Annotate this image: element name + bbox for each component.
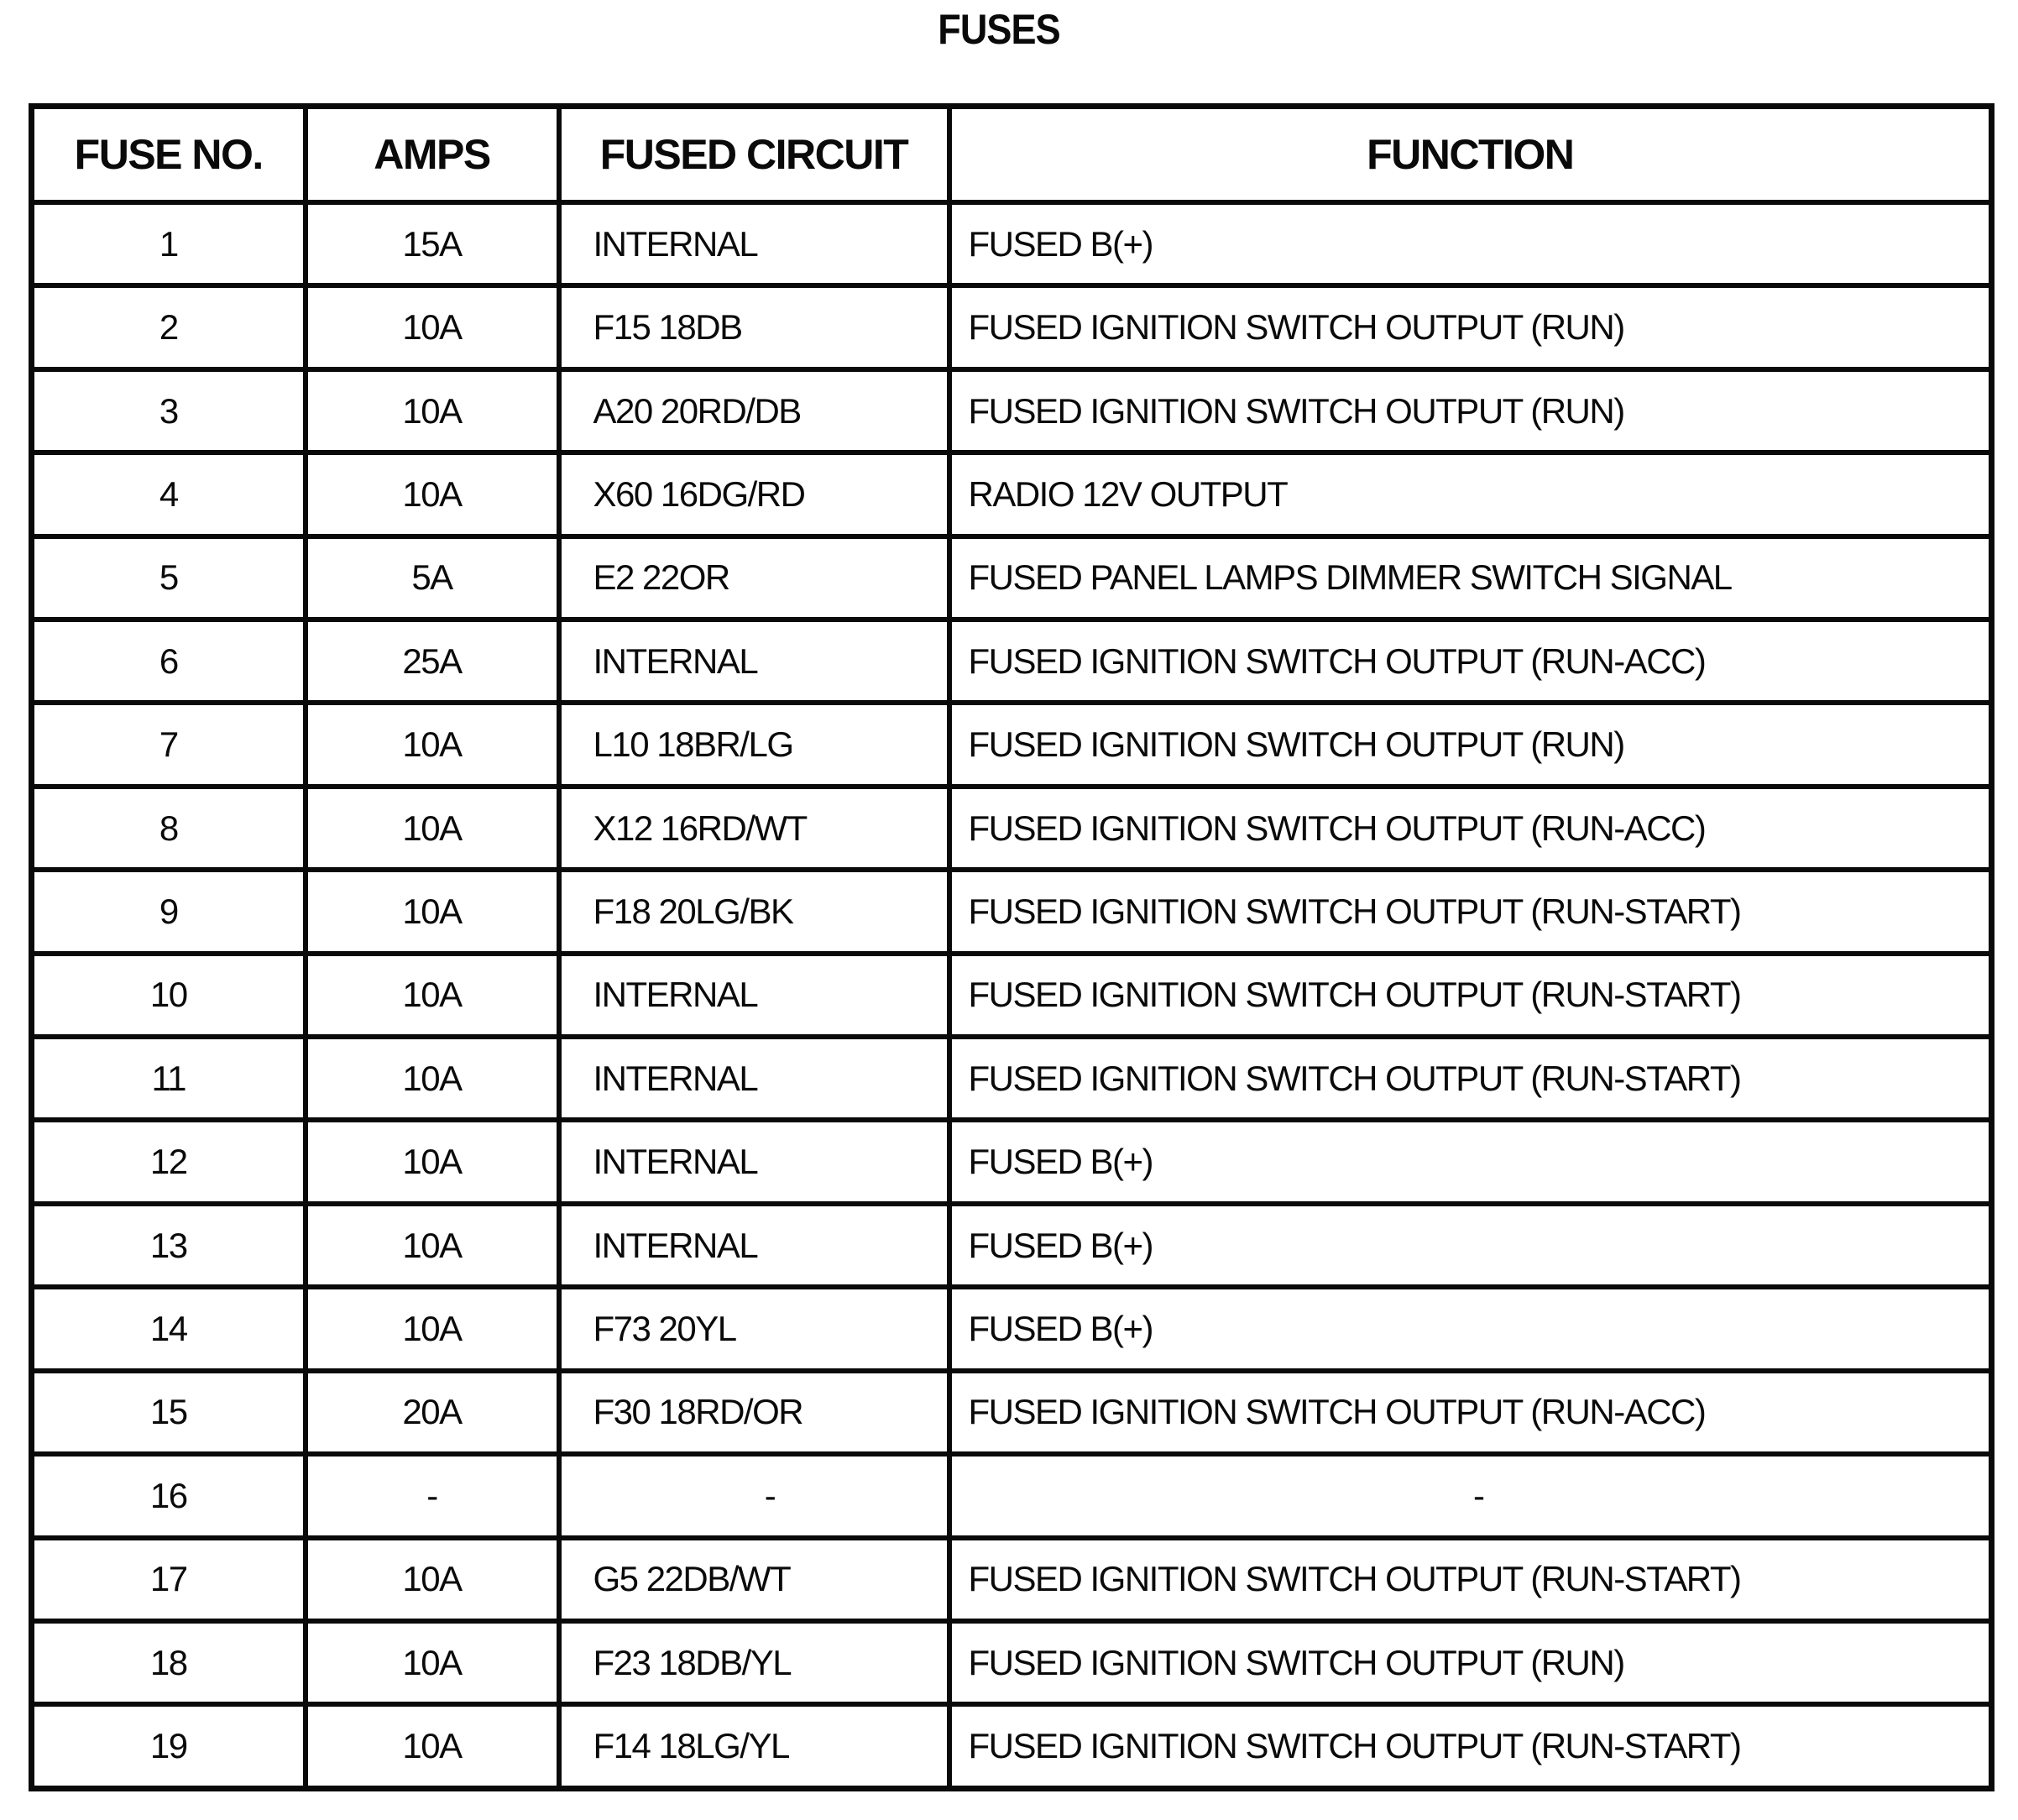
fuse-number-cell: 3 — [32, 369, 306, 452]
amps-cell: 10A — [306, 452, 559, 536]
amps-cell: 10A — [306, 1120, 559, 1203]
table-row — [32, 787, 1992, 870]
table-row — [32, 1120, 1992, 1203]
table-row — [32, 620, 1992, 703]
fused-circuit-cell: X12 16RD/WT — [559, 787, 949, 870]
function-cell: FUSED IGNITION SWITCH OUTPUT (RUN) — [949, 703, 1992, 786]
fuse-number-cell: 12 — [32, 1120, 306, 1203]
amps-cell: 10A — [306, 285, 559, 369]
amps-cell: 10A — [306, 1287, 559, 1370]
table-row — [32, 1621, 1992, 1704]
table-header-row — [32, 107, 1992, 203]
amps-cell: - — [306, 1454, 559, 1537]
fuse-number-cell: 17 — [32, 1538, 306, 1621]
function-cell: FUSED PANEL LAMPS DIMMER SWITCH SIGNAL — [949, 536, 1992, 620]
table-row — [32, 1204, 1992, 1287]
header-fused-circuit: FUSED CIRCUIT — [559, 107, 949, 203]
fused-circuit-cell: E2 22OR — [559, 536, 949, 620]
amps-cell: 10A — [306, 1621, 559, 1704]
fuse-number-cell: 19 — [32, 1704, 306, 1788]
fused-circuit-cell: - — [559, 1454, 949, 1537]
amps-cell: 10A — [306, 1037, 559, 1120]
fuse-number-cell: 10 — [32, 954, 306, 1037]
table-row — [32, 452, 1992, 536]
amps-cell: 15A — [306, 202, 559, 285]
fused-circuit-cell: G5 22DB/WT — [559, 1538, 949, 1621]
fused-circuit-cell: INTERNAL — [559, 1037, 949, 1120]
function-cell: FUSED IGNITION SWITCH OUTPUT (RUN) — [949, 1621, 1992, 1704]
fuse-number-cell: 11 — [32, 1037, 306, 1120]
fuse-number-cell: 14 — [32, 1287, 306, 1370]
fuse-number-cell: 4 — [32, 452, 306, 536]
function-cell: FUSED B(+) — [949, 1287, 1992, 1370]
fused-circuit-cell: INTERNAL — [559, 1204, 949, 1287]
table-body — [32, 202, 1992, 1789]
fuse-number-cell: 13 — [32, 1204, 306, 1287]
table-row — [32, 870, 1992, 953]
fused-circuit-cell: F30 18RD/OR — [559, 1371, 949, 1454]
fused-circuit-cell: INTERNAL — [559, 1120, 949, 1203]
function-cell: RADIO 12V OUTPUT — [949, 452, 1992, 536]
table-row — [32, 703, 1992, 786]
table-row — [32, 954, 1992, 1037]
amps-cell: 10A — [306, 1538, 559, 1621]
fuse-number-cell: 2 — [32, 285, 306, 369]
fused-circuit-cell: F23 18DB/YL — [559, 1621, 949, 1704]
fused-circuit-cell: F15 18DB — [559, 285, 949, 369]
header-function: FUNCTION — [949, 107, 1992, 203]
table-row — [32, 1371, 1992, 1454]
fuse-number-cell: 8 — [32, 787, 306, 870]
function-cell: FUSED IGNITION SWITCH OUTPUT (RUN) — [949, 369, 1992, 452]
page-title: FUSES — [938, 6, 1060, 53]
function-cell: FUSED B(+) — [949, 202, 1992, 285]
amps-cell: 20A — [306, 1371, 559, 1454]
amps-cell: 10A — [306, 787, 559, 870]
fuse-number-cell: 9 — [32, 870, 306, 953]
table-row — [32, 1287, 1992, 1370]
fused-circuit-cell: A20 20RD/DB — [559, 369, 949, 452]
table-row — [32, 1704, 1992, 1788]
fuse-number-cell: 7 — [32, 703, 306, 786]
fused-circuit-cell: X60 16DG/RD — [559, 452, 949, 536]
fuse-number-cell: 5 — [32, 536, 306, 620]
fuse-number-cell: 18 — [32, 1621, 306, 1704]
table-row — [32, 202, 1992, 285]
fused-circuit-cell: F14 18LG/YL — [559, 1704, 949, 1788]
function-cell: FUSED IGNITION SWITCH OUTPUT (RUN-ACC) — [949, 787, 1992, 870]
table-row — [32, 285, 1992, 369]
fused-circuit-cell: INTERNAL — [559, 954, 949, 1037]
amps-cell: 5A — [306, 536, 559, 620]
table-row — [32, 536, 1992, 620]
function-cell: FUSED IGNITION SWITCH OUTPUT (RUN-START) — [949, 870, 1992, 953]
fused-circuit-cell: INTERNAL — [559, 202, 949, 285]
function-cell: FUSED IGNITION SWITCH OUTPUT (RUN-ACC) — [949, 620, 1992, 703]
fused-circuit-cell: F18 20LG/BK — [559, 870, 949, 953]
amps-cell: 10A — [306, 703, 559, 786]
fuse-number-cell: 16 — [32, 1454, 306, 1537]
function-cell: FUSED IGNITION SWITCH OUTPUT (RUN-START) — [949, 1037, 1992, 1120]
table-row — [32, 1454, 1992, 1537]
function-cell: FUSED B(+) — [949, 1120, 1992, 1203]
fuse-number-cell: 1 — [32, 202, 306, 285]
function-cell: FUSED IGNITION SWITCH OUTPUT (RUN-START) — [949, 954, 1992, 1037]
fuse-number-cell: 6 — [32, 620, 306, 703]
fused-circuit-cell: L10 18BR/LG — [559, 703, 949, 786]
amps-cell: 10A — [306, 1704, 559, 1788]
function-cell: FUSED IGNITION SWITCH OUTPUT (RUN-START) — [949, 1538, 1992, 1621]
table-row — [32, 1037, 1992, 1120]
amps-cell: 10A — [306, 954, 559, 1037]
function-cell: - — [949, 1454, 1992, 1537]
header-fuse-no: FUSE NO. — [32, 107, 306, 203]
table-row — [32, 369, 1992, 452]
function-cell: FUSED IGNITION SWITCH OUTPUT (RUN-START) — [949, 1704, 1992, 1788]
amps-cell: 25A — [306, 620, 559, 703]
fuse-table — [29, 103, 1994, 1791]
fused-circuit-cell: F73 20YL — [559, 1287, 949, 1370]
function-cell: FUSED IGNITION SWITCH OUTPUT (RUN) — [949, 285, 1992, 369]
function-cell: FUSED B(+) — [949, 1204, 1992, 1287]
table-row — [32, 1538, 1992, 1621]
amps-cell: 10A — [306, 369, 559, 452]
amps-cell: 10A — [306, 870, 559, 953]
function-cell: FUSED IGNITION SWITCH OUTPUT (RUN-ACC) — [949, 1371, 1992, 1454]
fused-circuit-cell: INTERNAL — [559, 620, 949, 703]
amps-cell: 10A — [306, 1204, 559, 1287]
header-amps: AMPS — [306, 107, 559, 203]
fuse-number-cell: 15 — [32, 1371, 306, 1454]
